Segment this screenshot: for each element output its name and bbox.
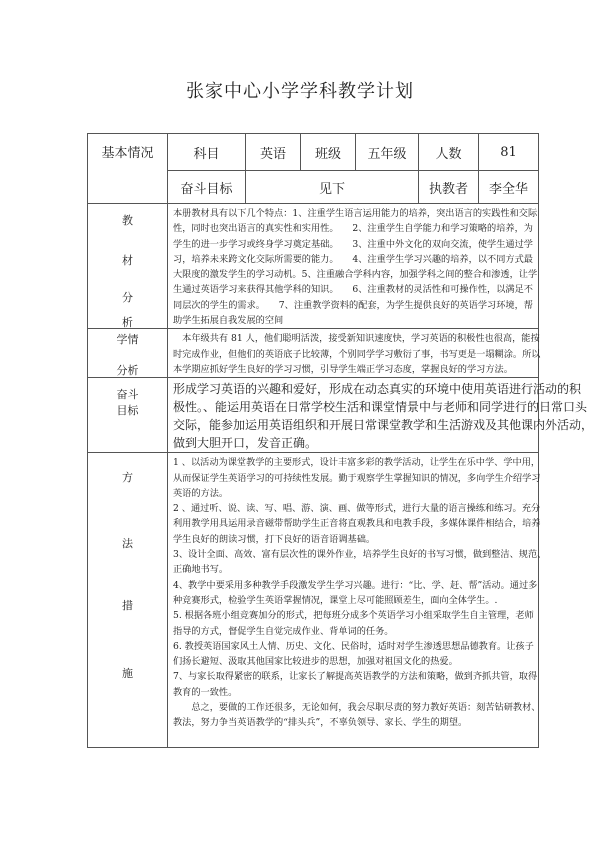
methods-line: 英语的方法。 [173, 487, 229, 499]
methods-line: 指导的方式，督促学生自觉完成作业、背单词的任务。 [173, 625, 394, 637]
textbook-label-char: 材 [122, 254, 133, 267]
methods-line: 学生良好的朗读习惯，打下良好的语音语调基础。 [173, 533, 376, 545]
methods-line: 1 、以活动为课堂教学的主要形式，设计丰富多彩的教学活动，让学生在乐中学、学中用， [173, 457, 541, 469]
goals-line: 形成学习英语的兴趣和爱好，形成在动态真实的环境中使用英语进行活动的积 [173, 382, 582, 397]
students-line: 本年级共有 81 人，他们聪明活泼，接受新知识速度快，学习英语的积极性也很高，能按 [173, 333, 540, 345]
textbook-analysis-label [88, 204, 168, 329]
goals-line: 交际，能参加运用英语组织和开展日常课堂教学和生活游戏及其他课内外活动， [173, 418, 594, 433]
goals-label-char: 目标 [116, 404, 139, 418]
methods-line: 总之，要做的工作还很多，无论如何，我会尽职尽责的努力教好英语：刻苦钻研教材、 [173, 702, 541, 714]
textbook-line: 大限度的激发学生的学习动机。5、注重融合学科内容，加强学科之间的整合和渗透，让学 [173, 269, 538, 281]
methods-line: 教育的一致性。 [173, 686, 238, 698]
methods-line: 教法，努力争当英语教学的“排头兵”，不辜负领导、家长、学生的期望。 [173, 717, 468, 729]
methods-line: 从而保证学生英语学习的可持续性发展。勤于观察学生掌握知识的情况，多向学生介绍学习 [173, 472, 541, 484]
goals-content [168, 378, 594, 453]
methods-line: 5. 根据各班小组竞赛加分的形式，把每班分成多个英语学习小组采取学生自主管理，老师 [173, 610, 534, 622]
methods-content [168, 453, 547, 748]
students-line: 时完成作业，但他们的英语底子比较薄，个别同学学习敷衍了事，书写更是一塌糊涂。所以 [173, 348, 541, 360]
methods-line: 利用教学用具运用录音磁带帮助学生正音将直观教具和电教手段，多媒体课件相结合，培养 [173, 518, 541, 530]
textbook-label-char: 教 [122, 214, 133, 227]
goals-label-char: 奋斗 [116, 388, 139, 402]
textbook-line: 学生的进一步学习或终身学习奠定基础。 3、注重中外文化的双向交流，使学生通过学 [173, 238, 533, 250]
students-line: 本学期应抓好学生良好的学习习惯，引导学生端正学习态度，掌握良好的学习方法。 [173, 363, 513, 375]
textbook-label-char: 分 [122, 291, 133, 304]
goals-line: 做到大胆开口，发音正确。 [173, 436, 318, 451]
plan-table [87, 133, 594, 748]
methods-line: 3、设计全面、高效、富有层次性的课外作业，培养学生良好的书写习惯，做到整洁、规范、 [173, 549, 547, 561]
student-analysis-content [168, 329, 539, 378]
class-value: 五年级 [356, 134, 419, 171]
methods-label-char: 法 [122, 537, 133, 551]
class-label: 班级 [301, 134, 356, 171]
textbook-line: 生通过英语学习来获得其他学科的知识。 6、注重教材的灵活性和可操作性，以满足不 [173, 284, 533, 296]
goal-value: 见下 [246, 171, 419, 204]
methods-label-char: 方 [122, 471, 133, 485]
methods-line: 种竞赛形式，检验学生英语掌握情况，课堂上尽可能照顾差生，面向全体学生。. [173, 594, 498, 606]
count-value: 81 [479, 134, 539, 171]
document-title: 张家中心小学学科教学计划 [186, 81, 414, 102]
methods-line: 6. 教授英语国家风土人情、历史、文化、民俗时，适时对学生渗透思想品德教育。让孩子 [173, 640, 534, 652]
textbook-analysis-content [168, 204, 539, 329]
textbook-line: 本册教材具有以下几个特点：1、注重学生语言运用能力的培养，突出语言的实践性和交际 [173, 208, 538, 219]
subject-value: 英语 [246, 134, 301, 171]
students-label-char: 学情 [116, 333, 139, 347]
basic-info-label: 基本情况 [88, 134, 168, 204]
methods-label-char: 措 [122, 599, 133, 613]
goal-label: 奋斗目标 [168, 171, 246, 204]
teacher-value: 李全华 [479, 171, 539, 204]
methods-line: 7、与家长取得紧密的联系，让家长了解提高英语教学的方法和策略，做到齐抓共管，取得 [173, 671, 538, 683]
methods-line: 2 、通过听、说、读、写、唱、游、演、画、做等形式，进行大量的语言操练和练习。充分 [173, 503, 541, 515]
textbook-label-char: 析 [122, 316, 133, 329]
goals-label [88, 378, 168, 453]
count-label: 人数 [419, 134, 479, 171]
textbook-line: 助学生拓展自我发展的空间 [173, 315, 284, 327]
subject-label: 科目 [168, 134, 246, 171]
students-label-char: 分析 [116, 364, 139, 378]
methods-label [88, 453, 168, 748]
methods-label-char: 施 [122, 667, 133, 681]
methods-line: 正确地书写。 [173, 564, 229, 576]
student-analysis-label [88, 329, 168, 378]
methods-line: 们扬长避短、汲取其他国家比较进步的思想，加强对祖国文化的热爱。 [173, 656, 458, 668]
textbook-line: 性，同时也突出语言的真实性和实用性。 2、注重学生自学能力和学习策略的培养，为 [173, 223, 533, 235]
textbook-line: 同层次的学生的需求。 7、注重教学资料的配套，为学生提供良好的英语学习环境，帮 [173, 299, 533, 311]
teacher-label: 执教者 [419, 171, 479, 204]
textbook-line: 习，培养未来跨文化交际所需要的能力。 4、注重学生学习兴趣的培养，以不同方式最 [173, 253, 533, 265]
methods-line: 4、教学中要采用多种教学手段激发学生学习兴趣。进行：“比、学、赶、帮”活动。通过多 [173, 579, 538, 591]
goals-line: 极性。、能运用英语在日常学校生活和课堂情景中与老师和同学进行的日常口头 [173, 400, 588, 415]
